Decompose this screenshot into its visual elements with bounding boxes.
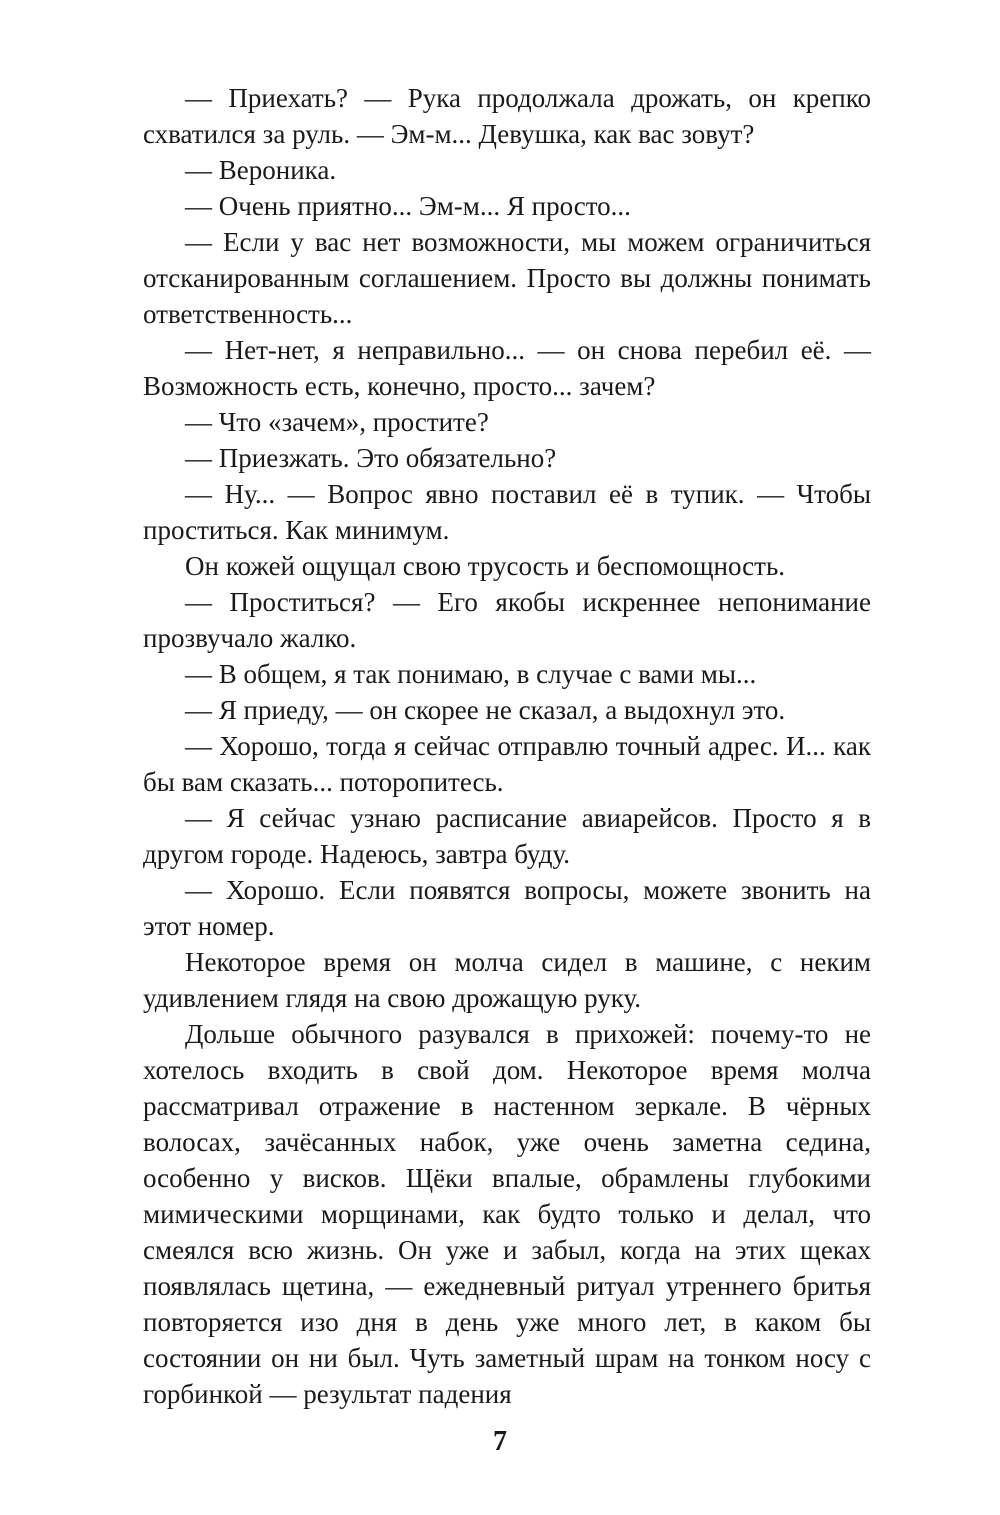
paragraph-4: — Если у вас нет возможности, мы можем ограничиться отсканированным соглашением. Просто вы должны понимать ответственность...: [143, 227, 871, 329]
paragraph-11: — В общем, я так понимаю, в случае с вами мы...: [185, 659, 757, 689]
paragraph-17: Дольше обычного разувался в прихожей: почему-то не хотелось входить в свой дом. Некоторое время молча рассматривал отражение в настенном зеркале. В чёрных волосах, зачёсанных набок, уже очень заметна седина, особенно у висков. Щёки впалые, обрамлены глубокими мимическими морщинами, как будто только и делал, что смеялся всю жизнь. Он уже и забыл, когда на этих щеках появлялась щетина, — ежедневный ритуал утреннего бритья повторяется изо дня в день уже много лет, в каком бы состоянии он ни был. Чуть заметный шрам на тонком носу с горбинкой — результат падения: [143, 1019, 871, 1409]
paragraph-8: — Ну... — Вопрос явно поставил её в тупик. — Чтобы проститься. Как минимум.: [143, 479, 871, 545]
paragraph-14: — Я сейчас узнаю расписание авиарейсов. Просто я в другом городе. Надеюсь, завтра буду.: [143, 803, 871, 869]
paragraph-13: — Хорошо, тогда я сейчас отправлю точный адрес. И... как бы вам сказать... поторопитесь.: [143, 731, 871, 797]
paragraph-9: Он кожей ощущал свою трусость и беспомощность.: [185, 551, 786, 581]
paragraph-6: — Что «зачем», простите?: [185, 407, 489, 437]
paragraph-1: — Приехать? — Рука продолжала дрожать, он крепко схватился за руль. — Эм-м... Девушка, как вас зовут?: [143, 83, 871, 149]
paragraph-5: — Нет-нет, я неправильно... — он снова перебил её. — Возможность есть, конечно, просто... зачем?: [143, 335, 871, 401]
paragraph-2: — Вероника.: [185, 155, 337, 185]
page-number: 7: [493, 1426, 507, 1457]
paragraph-15: — Хорошо. Если появятся вопросы, можете звонить на этот номер.: [143, 875, 871, 941]
paragraph-3: — Очень приятно... Эм-м... Я просто...: [185, 191, 631, 221]
paragraph-7: — Приезжать. Это обязательно?: [185, 443, 557, 473]
paragraph-16: Некоторое время он молча сидел в машине, с неким удивлением глядя на свою дрожащую руку.: [143, 947, 871, 1013]
page-text: [143, 80, 871, 1412]
paragraph-12: — Я приеду, — он скорее не сказал, а выдохнул это.: [185, 695, 786, 725]
paragraph-10: — Проститься? — Его якобы искреннее непонимание прозвучало жалко.: [143, 587, 871, 653]
